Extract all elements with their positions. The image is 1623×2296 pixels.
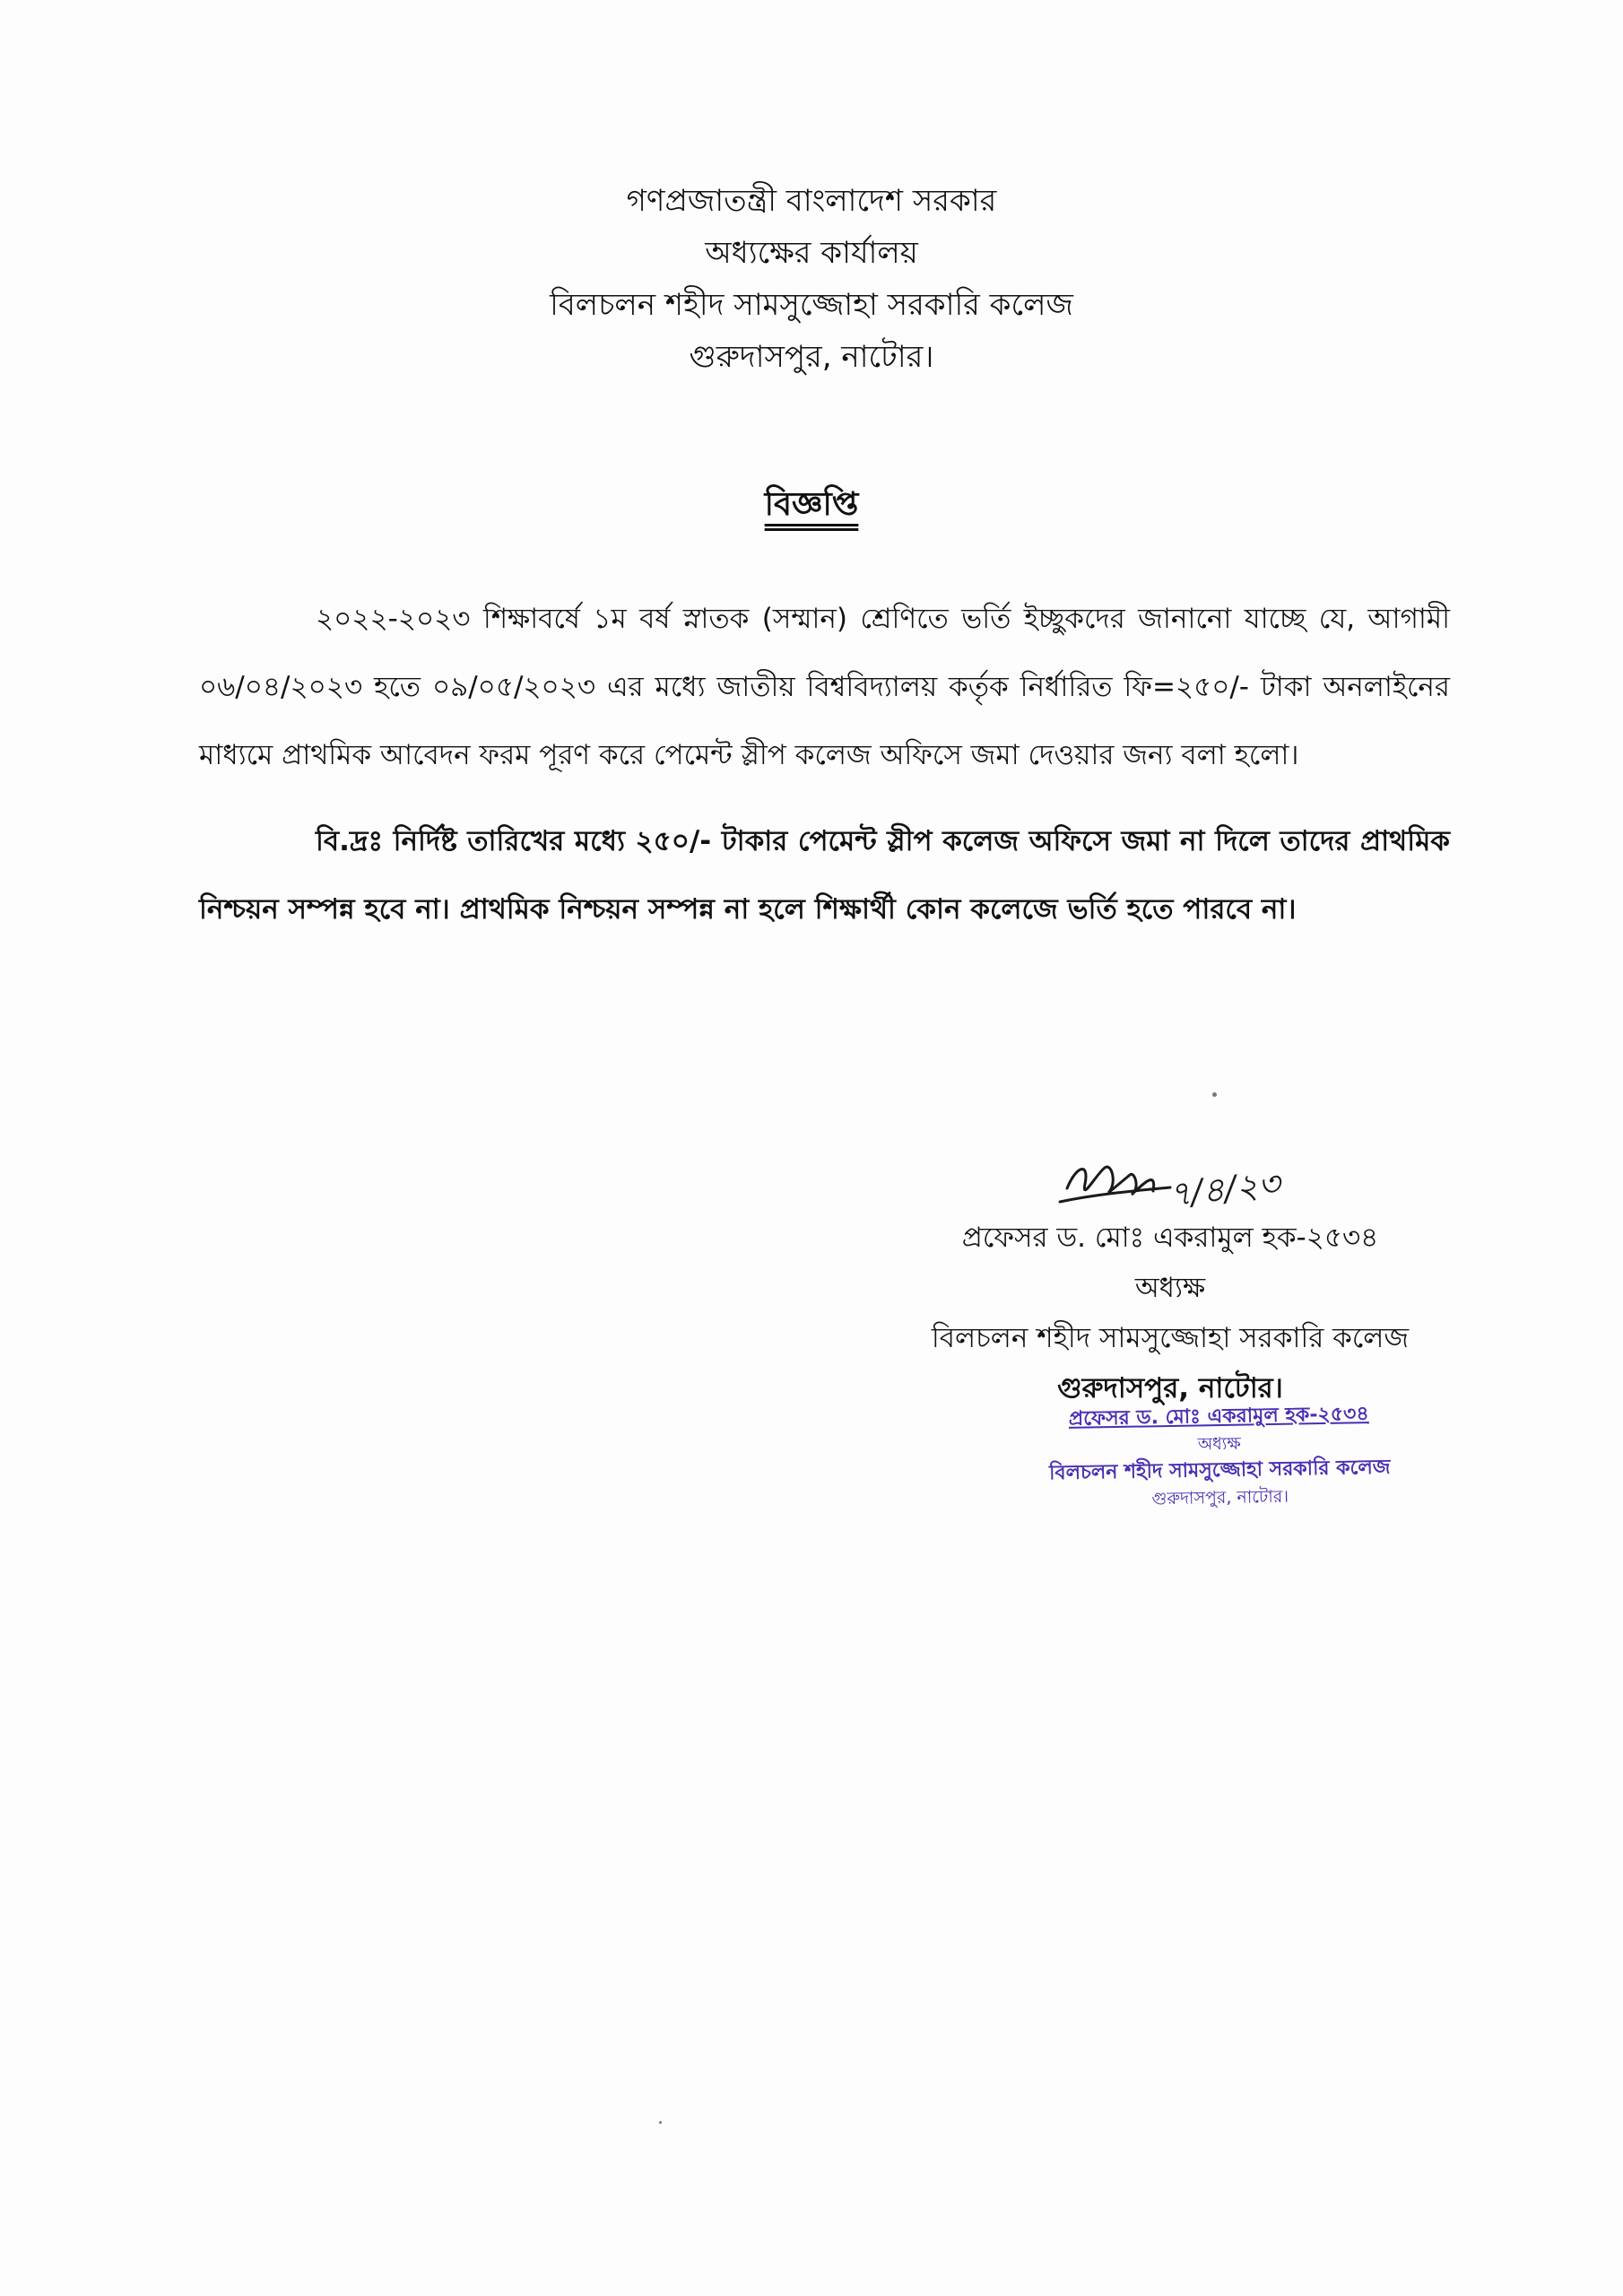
signatory-institution: বিলচলন শহীদ সামসুজ্জোহা সরকারি কলেজ [931,1322,1410,1354]
stamp-designation: অধ্যক্ষ [1197,1433,1241,1455]
government-name: গণপ্রজাতন্ত্রী বাংলাদেশ সরকার [626,183,997,219]
note-prefix: বি.দ্রঃ [316,825,384,857]
office-header [0,175,1623,383]
notice-body [199,585,1450,944]
stamp-location: গুরুদাসপুর, নাটোর। [1151,1486,1289,1509]
college-name: বিলচলন শহীদ সামসুজ্জোহা সরকারি কলেজ [550,287,1073,323]
stamp-institution: বিলচলন শহীদ সামসুজ্জোহা সরকারি কলেজ [1048,1456,1391,1485]
official-seal-stamp [968,1399,1471,1516]
scan-dot [659,2121,662,2124]
signature-scribble [1060,1167,1170,1202]
signature-date: ৭/৪/২৩ [1167,1163,1282,1214]
notice-title [0,480,1623,534]
signatory-name: প্রফেসর ড. মোঃ একরামুল হক-২৫৩৪ [961,1222,1379,1254]
college-address: গুরুদাসপুর, নাটোর। [689,339,934,375]
note-text: নির্দিষ্ট তারিখের মধ্যে ২৫০/- টাকার পেমেন্ট স্লীপ কলেজ অফিসে জমা না দিলে তাদের প্রাথমিক নিশ্চয়ন সম্পন্ন হবে না। প্রাথমিক নিশ্চয়ন সম্পন্ন না হলে শিক্ষার্থী কোন কলেজে ভর্তি হতে পারবে না। [199,825,1450,926]
notice-note [199,807,1450,944]
signatory-block [807,1213,1533,1413]
scan-dot [1212,1092,1217,1097]
signatory-location: গুরুদাসপুর, নাটোর। [1057,1372,1283,1405]
stamp-name: প্রফেসর ড. মোঃ একরামুল হক-২৫৩৪ [1068,1403,1369,1431]
signatory-designation: অধ্যক্ষ [1134,1272,1206,1304]
office-name: অধ্যক্ষের কার্যালয় [705,235,918,271]
notice-paragraph: ২০২২-২০২৩ শিক্ষাবর্ষে ১ম বর্ষ স্নাতক (সম্মান) শ্রেণিতে ভর্তি ইচ্ছুকদের জানানো যাচ্ছে যে, আগামী ০৬/০৪/২০২৩ হতে ০৯/০৫/২০২৩ এর মধ্যে জাতীয় বিশ্ববিদ্যালয় কর্তৃক নির্ধারিত ফি=২৫০/- টাকা অনলাইনের মাধ্যমে প্রাথমিক আবেদন ফরম পূরণ করে পেমেন্ট স্লীপ কলেজ অফিসে জমা দেওয়ার জন্য বলা হলো। [199,603,1450,771]
notice-title-text: বিজ্ঞপ্তি [764,486,859,523]
